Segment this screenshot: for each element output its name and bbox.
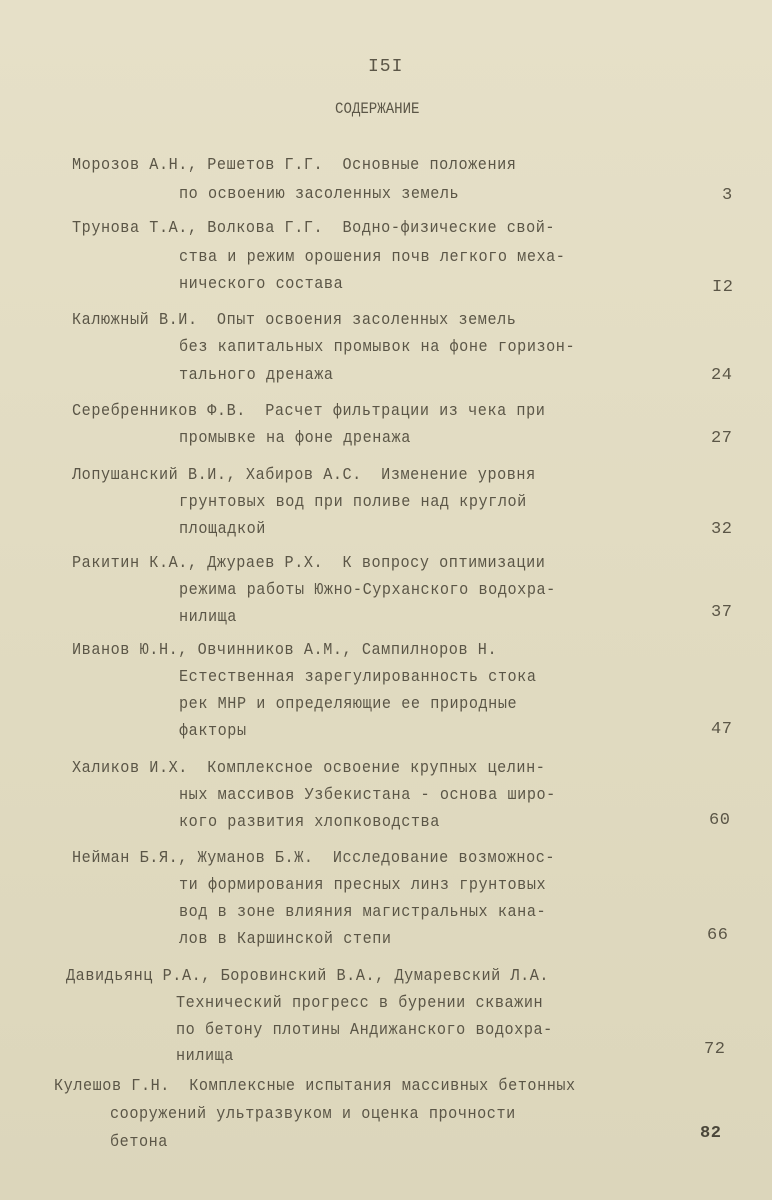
toc-entry-title-line: по бетону плотины Андижанского водохра-	[176, 1020, 553, 1039]
toc-entry-title-line: режима работы Южно-Сурханского водохра-	[179, 580, 556, 599]
toc-entry-authors-title: Морозов А.Н., Решетов Г.Г. Основные положения	[72, 155, 517, 174]
toc-entry-page: 66	[707, 926, 729, 945]
toc-entry-title-line: кого развития хлопководства	[179, 812, 440, 831]
toc-entry-authors-title: Серебренников Ф.В. Расчет фильтрации из чека при	[72, 401, 546, 420]
toc-entry-title-line: нического состава	[179, 274, 344, 293]
toc-entry-title-line: ти формирования пресных линз грунтовых	[179, 875, 547, 894]
toc-entry-page: 27	[711, 429, 733, 448]
toc-entry-title-line: тального дренажа	[179, 365, 334, 384]
toc-entry-page: 60	[709, 811, 731, 830]
toc-entry-authors-title: Ракитин К.А., Джураев Р.Х. К вопросу оптимизации	[72, 553, 546, 572]
toc-entry-title-line: нилища	[179, 607, 237, 626]
toc-entry-title-line: площадкой	[179, 519, 266, 538]
toc-entry-authors-title: Давидьянц Р.А., Боровинский В.А., Думаревский Л.А.	[66, 966, 550, 985]
toc-entry-page: 82	[700, 1124, 722, 1143]
toc-entry-authors-title: Нейман Б.Я., Жуманов Б.Ж. Исследование возможнос-	[72, 848, 556, 867]
page-number: I5I	[368, 57, 404, 77]
toc-entry-title-line: сооружений ультразвуком и оценка прочности	[110, 1104, 516, 1123]
toc-entry-page: 37	[711, 603, 733, 622]
toc-entry-page: I2	[712, 278, 734, 297]
toc-entry-title-line: Технический прогресс в бурении скважин	[176, 993, 544, 1012]
toc-entry-title-line: без капитальных промывок на фоне горизон-	[179, 337, 576, 356]
toc-entry-page: 32	[711, 520, 733, 539]
toc-entry-authors-title: Кулешов Г.Н. Комплексные испытания массивных бетонных	[54, 1076, 576, 1095]
toc-entry-authors-title: Иванов Ю.Н., Овчинников А.М., Сампилноров Н.	[72, 640, 498, 659]
toc-entry-title-line: промывке на фоне дренажа	[179, 428, 411, 447]
toc-entry-authors-title: Калюжный В.И. Опыт освоения засоленных земель	[72, 310, 517, 329]
toc-entry-title-line: грунтовых вод при поливе над круглой	[179, 492, 527, 511]
toc-entry-authors-title: Халиков И.Х. Комплексное освоение крупных целин-	[72, 758, 546, 777]
page-title: СОДЕРЖАНИЕ	[335, 100, 420, 118]
toc-entry-page: 72	[704, 1040, 726, 1059]
toc-entry-title-line: факторы	[179, 721, 247, 740]
toc-entry-title-line: по освоению засоленных земель	[179, 184, 460, 203]
toc-entry-title-line: Естественная зарегулированность стока	[179, 667, 537, 686]
toc-entry-page: 24	[711, 366, 733, 385]
toc-entry-page: 3	[722, 186, 733, 205]
toc-entry-page: 47	[711, 720, 733, 739]
toc-entry-title-line: ства и режим орошения почв легкого меха-	[179, 247, 566, 266]
toc-entry-authors-title: Трунова Т.А., Волкова Г.Г. Водно-физические свой-	[72, 218, 556, 237]
toc-entry-title-line: нилища	[176, 1046, 234, 1065]
toc-entry-title-line: рек МНР и определяющие ее природные	[179, 694, 518, 713]
toc-entry-title-line: лов в Каршинской степи	[179, 929, 392, 948]
toc-entry-authors-title: Лопушанский В.И., Хабиров А.С. Изменение уровня	[72, 465, 536, 484]
toc-entry-title-line: вод в зоне влияния магистральных кана-	[179, 902, 547, 921]
toc-entry-title-line: бетона	[110, 1132, 168, 1151]
toc-entry-title-line: ных массивов Узбекистана - основа широ-	[179, 785, 556, 804]
